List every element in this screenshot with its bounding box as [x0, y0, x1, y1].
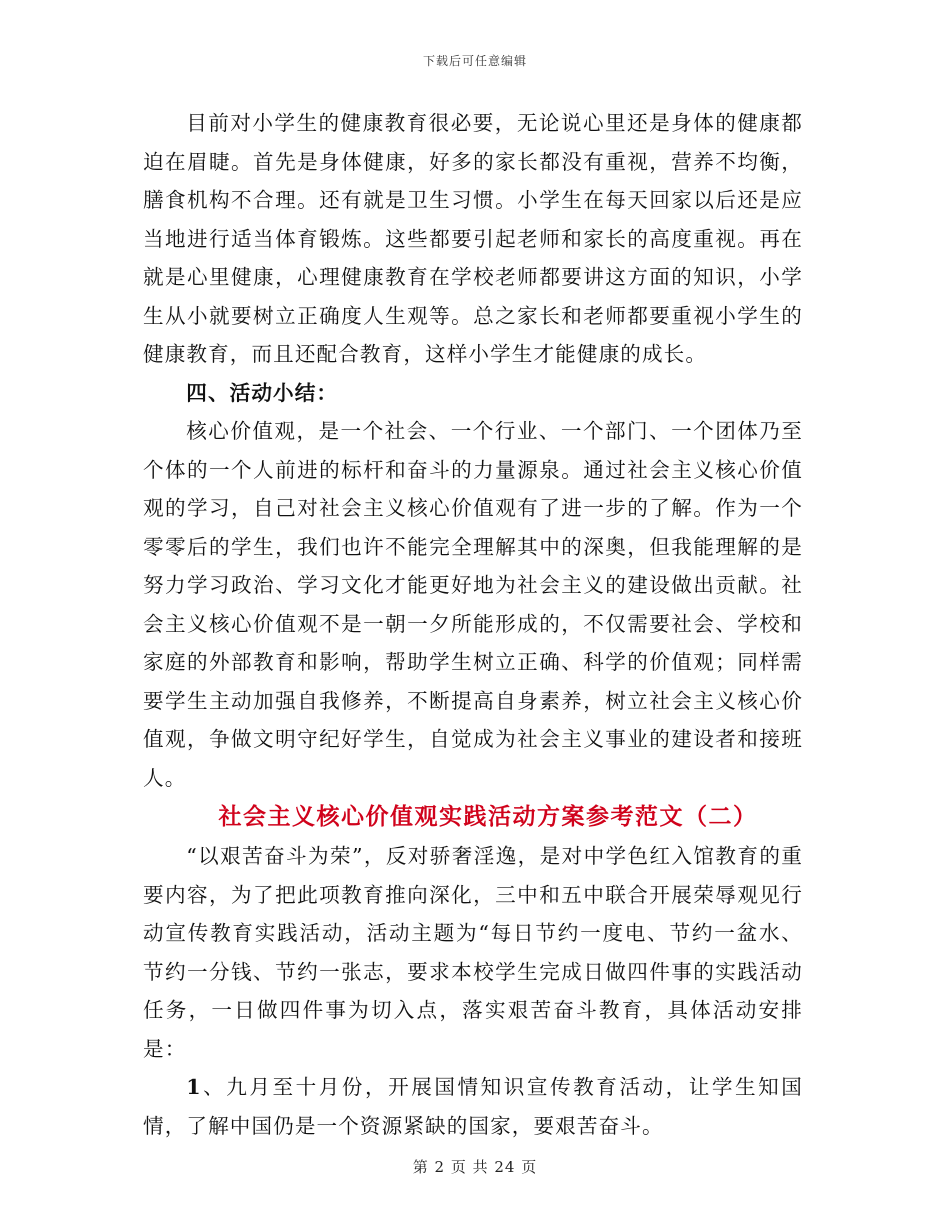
heading-activity-summary: 四、活动小结： [186, 380, 339, 405]
list-item-1 [143, 1068, 803, 1145]
page-footer: 第 2 页 共 24 页 [412, 1158, 538, 1176]
list-item-number: 1 [186, 1075, 202, 1099]
paragraph-health-education: 目前对小学生的健康教育很必要，无论说心里还是身体的健康都迫在眉睫。首先是身体健康，好多的家长都没有重视，营养不均衡，膳食机构不合理。还有就是卫生习惯。小学生在每天回家以后还是应当地进行适当体育锻炼。这些都要引起老师和家长的高度重视。再在就是心里健康，心理健康教育在学校老师都要讲这方面的知识，小学生从小就要树立正确度人生观等。总之家长和老师都要重视小学生的健康教育，而且还配合教育，这样小学生才能健康的成长。 [143, 111, 803, 366]
paragraph-plan-intro: “以艰苦奋斗为荣”，反对骄奢淫逸，是对中学色红入馆教育的重要内容，为了把此项教育推向深化，三中和五中联合开展荣辱观见行动宣传教育实践活动，活动主题为“每日节约一度电、节约一盆水、节约一分钱、节约一张志，要求本校学生完成日做四件事的实践活动任务，一日做四件事为切入点，落实艰苦奋斗教育，具体活动安排是： [143, 844, 803, 1061]
list-item-text: 、九月至十月份，开展国情知识宣传教育活动，让学生知国情，了解中国仍是一个资源紧缺的国家，要艰苦奋斗。 [143, 1075, 803, 1138]
paragraph-core-values: 核心价值观，是一个社会、一个行业、一个部门、一个团体乃至个体的一个人前进的标杆和奋斗的力量源泉。通过社会主义核心价值观的学习，自己对社会主义核心价值观有了进一步的了解。作为一个零零后的学生，我们也许不能完全理解其中的深奥，但我能理解的是努力学习政治、学习文化才能更好地为社会主义的建设做出贡献。社会主义核心价值观不是一朝一夕所能形成的，不仅需要社会、学校和家庭的外部教育和影响，帮助学生树立正确、科学的价值观；同样需要学生主动加强自我修养，不断提高自身素养，树立社会主义核心价值观，争做文明守纪好学生，自觉成为社会主义事业的建设者和接班人。 [143, 419, 803, 790]
document-body [143, 104, 803, 1145]
section-title: 社会主义核心价值观实践活动方案参考范文（二） [218, 804, 758, 830]
page-header: 下载后可任意编辑 [422, 54, 527, 68]
